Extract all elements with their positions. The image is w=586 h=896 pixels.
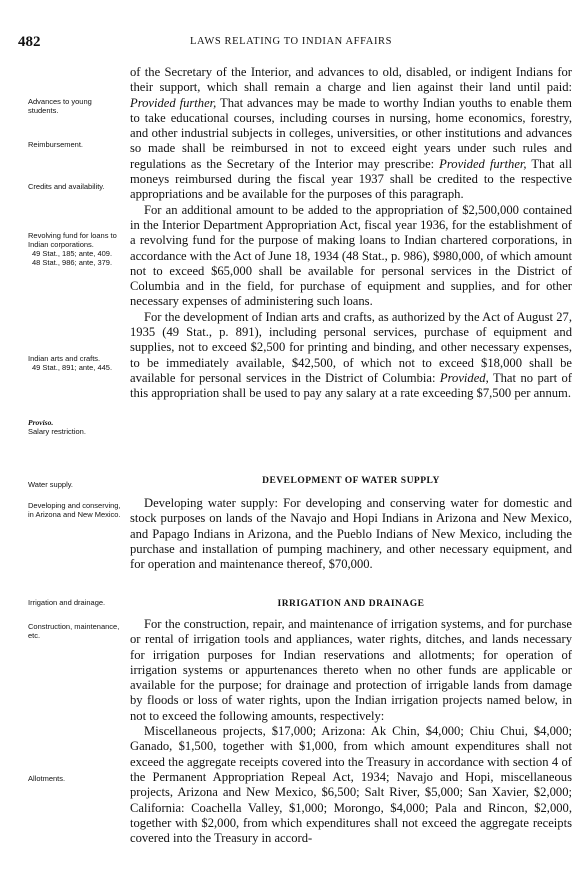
page-header — [10, 34, 576, 52]
paragraph-arts-crafts: For the development of Indian arts and crafts, as authorized by the Act of August 27, 1935 (49 Stat., p. 891), including personal services, purchase of equipment and supplies, not to exceed $2,500 for printing and binding, and other necessary expenses, to be immediately available, $42,500, of which not to exceed $18,000 shall be available for personal services in the District of Columbia: Provided, That no part of this appropriation shall be used to pay any salary at a rate exceeding $7,500 per annum. — [130, 309, 572, 401]
body-section-1 — [130, 65, 572, 402]
margin-note-arts: Indian arts and crafts. 49 Stat., 891; ante, 445. — [28, 354, 113, 372]
margin-note-allotments: Allotments. — [28, 774, 66, 783]
running-head: LAWS RELATING TO INDIAN AFFAIRS — [190, 36, 393, 47]
body-section-3 — [130, 617, 572, 846]
margin-note-proviso: Proviso. Salary restriction. — [28, 418, 86, 436]
paragraph-water-supply: Developing water supply: For developing and conserving water for domestic and stock purposes on lands of the Navajo and Hopi Indians in Arizona and New Mexico, and Papago Indians in Arizona, and the Pueblo Indians of New Mexico, including the purchase and installation of pumping machinery, and other necessary equipment, and for operation and maintenance thereof, $70,000. — [130, 496, 572, 572]
paragraph-irrigation: For the construction, repair, and maintenance of irrigation systems, and for purchase or rental of irrigation tools and appliances, water rights, ditches, and lands necessary for irrigation purposes for Indian reservations and allotments; for operation of irrigation systems or appurtenances thereto when no other funds are applicable or available for the purpose; for drainage and protection of irrigable lands from damage by floods or loss of water rights, upon the Indian irrigation projects named below, in not to exceed the following amounts, respectively: — [130, 617, 572, 723]
paragraph-revolving-fund: For an additional amount to be added to the appropriation of $2,500,000 contained in the Interior Department Appropriation Act, fiscal year 1936, for the establishment of a revolving fund for the purpose of making loans to Indian chartered corporations, in accordance with the Act of June 18, 1934 (48 Stat., p. 986), $980,000, of which amount not to exceed $65,000 shall be available for personal services in the District of Columbia and in the field, for purchase of equipment and supplies, and for other necessary expenses of administering such loans. — [130, 202, 572, 309]
paragraph-advances: of the Secretary of the Interior, and advances to old, disabled, or indigent Indians for their support, which shall remain a charge and lien against their land until paid: Provided further, That advances may be made to worthy Indian youths to enable them to take educational courses, including courses in nursing, home economics, forestry, and other industrial subjects in colleges, universities, or other institutions and advances so made shall be reimbursed in not to exceed eight years under such rules and regulations as the Secretary of the Interior may prescribe: Provided further, That all moneys reimbursed during the fiscal year 1937 shall be credited to the respective appropriations and be available for the purposes of this paragraph. — [130, 65, 572, 202]
margin-note-construction: Construction, maintenance, etc. — [28, 622, 120, 640]
margin-note-reimbursement: Reimbursement. — [28, 140, 84, 149]
body-section-2 — [130, 496, 572, 572]
margin-note-water-supply: Water supply. — [28, 480, 74, 489]
page-number: 482 — [18, 34, 41, 50]
margin-note-advances: Advances to young students. — [28, 97, 92, 115]
margin-note-revolving: Revolving fund for loans to Indian corporations. 49 Stat., 185; ante, 409. 48 Stat., 986; ante, 379. — [28, 231, 117, 267]
heading-irrigation-drainage: IRRIGATION AND DRAINAGE — [277, 599, 425, 609]
margin-note-developing: Developing and conserving, in Arizona and New Mexico. — [28, 501, 121, 519]
margin-note-irrigation-drainage: Irrigation and drainage. — [28, 598, 106, 607]
margin-note-credits: Credits and availability. — [28, 182, 105, 191]
heading-water-supply: DEVELOPMENT OF WATER SUPPLY — [262, 476, 440, 486]
paragraph-projects: Miscellaneous projects, $17,000; Arizona: Ak Chin, $4,000; Chiu Chui, $4,000; Ganado, $1,500, together with $1,000, from which amount expenditures shall not exceed the aggregate receipts covered into the Treasury in accordance with section 4 of the Permanent Appropriation Repeal Act, 1934; Navajo and Hopi, miscellaneous projects, Arizona and New Mexico, $6,500; Salt River, $5,000; San Xavier, $2,000; California: Coachella Valley, $1,000; Morongo, $4,000; Pala and Rincon, $2,000, together with $2,000, from which expenditures shall not exceed the aggregate receipts covered into the Treasury in accord- — [130, 724, 572, 846]
